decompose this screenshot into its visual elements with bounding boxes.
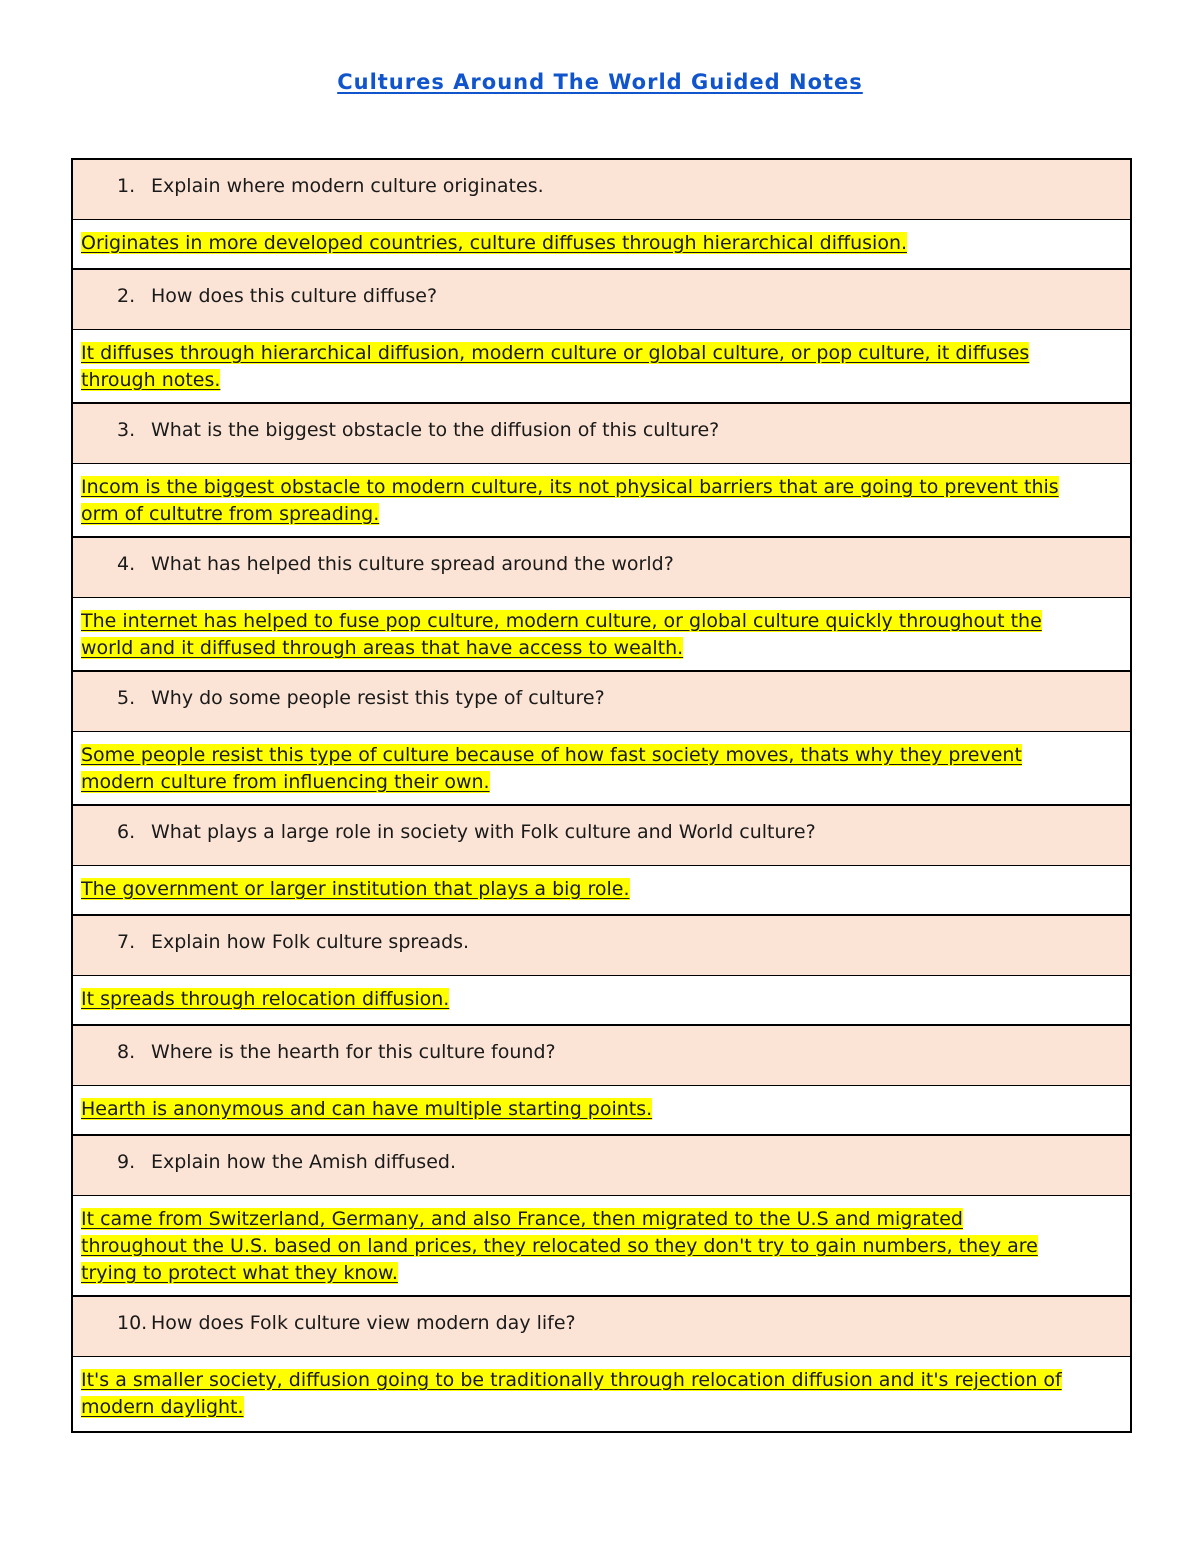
- answer-text: It came from Switzerland, Germany, and also France, then migrated to the U.S and migrated throughout the U.S. based on land prices, they relocated so they don't try to gain numbers, they are trying to protect what they know.: [81, 1208, 1038, 1284]
- question-number: 9.: [117, 1151, 136, 1173]
- question-row: [73, 1297, 1130, 1357]
- question-number: 5.: [117, 687, 136, 709]
- question-row: [73, 916, 1130, 976]
- question-number: 10.: [117, 1312, 148, 1334]
- answer-text: It's a smaller society, diffusion going to be traditionally through relocation diffusion and it's rejection of modern daylight.: [81, 1369, 1062, 1418]
- question-number: 1.: [117, 175, 136, 197]
- question-text: How does Folk culture view modern day life?: [151, 1312, 576, 1334]
- answer-text: Originates in more developed countries, culture diffuses through hierarchical diffusion.: [81, 232, 908, 254]
- question-number: 7.: [117, 931, 136, 953]
- answer-text: The government or larger institution that plays a big role.: [81, 878, 630, 900]
- question-row: [73, 404, 1130, 464]
- answer-text: It diffuses through hierarchical diffusion, modern culture or global culture, or pop culture, it diffuses through notes.: [81, 342, 1030, 391]
- question-text: What has helped this culture spread around the world?: [151, 553, 674, 575]
- answer-row: [73, 464, 1130, 538]
- answer-row: [73, 1086, 1130, 1136]
- question-row: [73, 806, 1130, 866]
- answer-text: It spreads through relocation diffusion.: [81, 988, 450, 1010]
- answer-row: [73, 598, 1130, 672]
- question-text: How does this culture diffuse?: [151, 285, 438, 307]
- answer-text: Incom is the biggest obstacle to modern culture, its not physical barriers that are going to prevent this orm of cultutre from spreading.: [81, 476, 1059, 525]
- question-text: Why do some people resist this type of culture?: [151, 687, 605, 709]
- answer-row: [73, 976, 1130, 1026]
- answer-text: Hearth is anonymous and can have multiple starting points.: [81, 1098, 653, 1120]
- question-number: 8.: [117, 1041, 136, 1063]
- question-row: [73, 160, 1130, 220]
- question-number: 6.: [117, 821, 136, 843]
- answer-row: [73, 732, 1130, 806]
- answer-text: The internet has helped to fuse pop culture, modern culture, or global culture quickly throughout the world and it diffused through areas that have access to wealth.: [81, 610, 1042, 659]
- question-text: What is the biggest obstacle to the diffusion of this culture?: [151, 419, 720, 441]
- answer-row: [73, 866, 1130, 916]
- answer-row: [73, 1357, 1130, 1431]
- question-text: Explain how the Amish diffused.: [151, 1151, 456, 1173]
- question-number: 2.: [117, 285, 136, 307]
- question-number: 4.: [117, 553, 136, 575]
- document-title: Cultures Around The World Guided Notes: [337, 70, 863, 94]
- question-row: [73, 538, 1130, 598]
- answer-row: [73, 330, 1130, 404]
- question-row: [73, 672, 1130, 732]
- answer-row: [73, 220, 1130, 270]
- question-row: [73, 1136, 1130, 1196]
- question-text: Explain where modern culture originates.: [151, 175, 544, 197]
- question-row: [73, 270, 1130, 330]
- question-text: What plays a large role in society with Folk culture and World culture?: [151, 821, 816, 843]
- question-text: Explain how Folk culture spreads.: [151, 931, 470, 953]
- guided-notes-table: [71, 158, 1132, 1433]
- question-number: 3.: [117, 419, 136, 441]
- question-text: Where is the hearth for this culture found?: [151, 1041, 556, 1063]
- answer-row: [73, 1196, 1130, 1297]
- question-row: [73, 1026, 1130, 1086]
- answer-text: Some people resist this type of culture because of how fast society moves, thats why they prevent modern culture from influencing their own.: [81, 744, 1022, 793]
